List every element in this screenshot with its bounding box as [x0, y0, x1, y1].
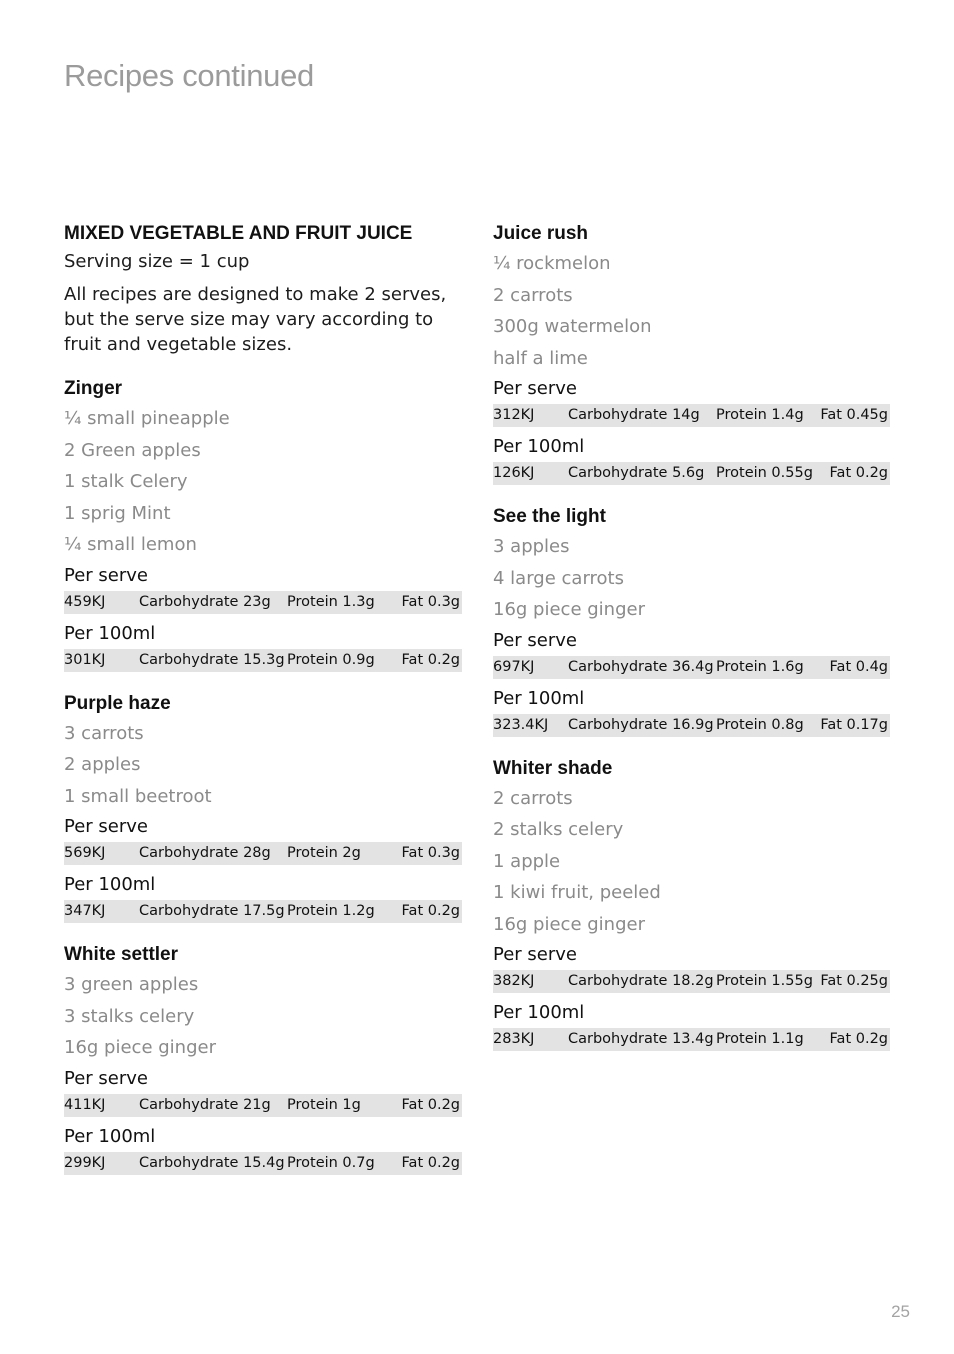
ingredient-item: 2 carrots [493, 787, 573, 809]
energy-value: 569KJ [64, 845, 106, 861]
energy-value: 323.4KJ [493, 716, 549, 733]
per-100ml-label: Per 100ml [64, 1125, 156, 1147]
per-serve-nutrition-row [64, 1094, 462, 1117]
fat-value: Fat 0.2g [401, 1154, 460, 1171]
protein-value: Protein 0.7g [287, 1154, 375, 1171]
per-100ml-nutrition-row [493, 1028, 890, 1051]
recipe-card [64, 375, 462, 672]
protein-value: Protein 2g [287, 845, 361, 861]
fat-value: Fat 0.17g [820, 716, 888, 733]
per-100ml-nutrition-row [64, 1152, 462, 1175]
protein-value: Protein 1g [287, 1096, 361, 1113]
per-serve-label: Per serve [493, 629, 577, 651]
ingredient-item: 2 apples [64, 754, 141, 775]
ingredient-item: 3 carrots [64, 722, 144, 744]
energy-value: 312KJ [493, 407, 535, 423]
per-100ml-label: Per 100ml [64, 874, 156, 895]
recipe-name: Zinger [64, 378, 123, 399]
carbohydrate-value: Carbohydrate 18.2g [568, 973, 714, 989]
fat-value: Fat 0.4g [829, 658, 888, 675]
carbohydrate-value: Carbohydrate 21g [139, 1096, 271, 1113]
carbohydrate-value: Carbohydrate 13.4g [568, 1031, 714, 1047]
per-serve-label: Per serve [64, 1067, 148, 1089]
fat-value: Fat 0.45g [820, 407, 888, 423]
protein-value: Protein 1.3g [287, 593, 375, 610]
fat-value: Fat 0.25g [820, 973, 888, 989]
ingredient-item: 2 carrots [493, 284, 573, 306]
protein-value: Protein 0.55g [716, 465, 813, 481]
fat-value: Fat 0.2g [401, 903, 460, 919]
energy-value: 411KJ [64, 1096, 106, 1113]
carbohydrate-value: Carbohydrate 15.3g [139, 651, 285, 668]
ingredient-item: 4 large carrots [493, 567, 624, 589]
per-serve-label: Per serve [64, 564, 148, 586]
per-100ml-nutrition-row [493, 714, 890, 737]
energy-value: 382KJ [493, 973, 535, 989]
per-serve-label: Per serve [493, 944, 577, 965]
carbohydrate-value: Carbohydrate 17.5g [139, 903, 285, 919]
ingredient-item: ¼ small pineapple [64, 408, 230, 429]
recipe-name: White settler [64, 944, 179, 965]
serving-size: Serving size = 1 cup [64, 251, 250, 272]
left-recipes [64, 375, 462, 1175]
carbohydrate-value: Carbohydrate 14g [568, 407, 700, 423]
section-heading: MIXED VEGETABLE AND FRUIT JUICE [64, 223, 413, 244]
per-serve-label: Per serve [64, 816, 148, 837]
ingredient-item: 1 apple [493, 850, 561, 872]
carbohydrate-value: Carbohydrate 5.6g [568, 465, 705, 481]
per-serve-nutrition-row [493, 970, 890, 993]
ingredient-item: 1 sprig Mint [64, 502, 171, 524]
recipe-card [64, 941, 462, 1175]
per-100ml-label: Per 100ml [493, 1002, 585, 1023]
protein-value: Protein 0.9g [287, 651, 375, 668]
carbohydrate-value: Carbohydrate 16.9g [568, 716, 714, 733]
recipe-name: See the light [493, 506, 606, 527]
ingredient-list [493, 248, 890, 374]
protein-value: Protein 1.4g [716, 407, 804, 423]
per-serve-nutrition-row [493, 404, 890, 427]
ingredient-item: ¼ rockmelon [493, 253, 611, 274]
fat-value: Fat 0.2g [401, 1096, 460, 1113]
energy-value: 347KJ [64, 903, 106, 919]
right-recipes [493, 220, 890, 1051]
protein-value: Protein 1.1g [716, 1031, 804, 1047]
fat-value: Fat 0.3g [401, 593, 460, 610]
per-serve-label: Per serve [493, 378, 577, 399]
per-100ml-nutrition-row [493, 462, 890, 485]
recipe-card [493, 755, 890, 1052]
fat-value: Fat 0.3g [401, 845, 460, 861]
ingredient-item: 16g piece ginger [64, 1037, 216, 1058]
energy-value: 283KJ [493, 1031, 535, 1047]
fat-value: Fat 0.2g [829, 465, 888, 481]
page-title: Recipes continued [64, 58, 314, 93]
left-column [64, 220, 462, 1180]
recipe-name: Purple haze [64, 692, 171, 714]
energy-value: 299KJ [64, 1154, 106, 1171]
carbohydrate-value: Carbohydrate 15.4g [139, 1154, 285, 1171]
ingredient-list [493, 531, 890, 626]
ingredient-list [64, 718, 462, 813]
carbohydrate-value: Carbohydrate 28g [139, 845, 271, 861]
protein-value: Protein 1.55g [716, 973, 813, 989]
per-100ml-label: Per 100ml [64, 622, 156, 644]
energy-value: 126KJ [493, 465, 535, 481]
recipe-name: Whiter shade [493, 757, 613, 779]
per-100ml-nutrition-row [64, 900, 462, 923]
carbohydrate-value: Carbohydrate 23g [139, 593, 271, 610]
ingredient-item: 3 green apples [64, 974, 199, 995]
ingredient-list [64, 969, 462, 1064]
ingredient-item: 16g piece ginger [493, 913, 645, 935]
ingredient-list [64, 403, 462, 561]
ingredient-item: 3 stalks celery [64, 1005, 195, 1027]
intro-section [64, 220, 462, 357]
per-100ml-nutrition-row [64, 649, 462, 672]
recipe-card [493, 503, 890, 737]
energy-value: 301KJ [64, 651, 106, 668]
protein-value: Protein 1.6g [716, 658, 804, 675]
per-serve-nutrition-row [493, 656, 890, 679]
ingredient-item: 300g watermelon [493, 316, 652, 337]
energy-value: 697KJ [493, 658, 535, 675]
per-serve-nutrition-row [64, 591, 462, 614]
energy-value: 459KJ [64, 593, 106, 610]
per-100ml-label: Per 100ml [493, 436, 585, 457]
ingredient-list [493, 783, 890, 941]
ingredient-item: 2 Green apples [64, 439, 201, 461]
right-column [493, 220, 890, 1056]
ingredient-item: 1 small beetroot [64, 785, 212, 807]
recipe-card [493, 220, 890, 485]
carbohydrate-value: Carbohydrate 36.4g [568, 658, 714, 675]
fat-value: Fat 0.2g [829, 1031, 888, 1047]
protein-value: Protein 1.2g [287, 903, 375, 919]
protein-value: Protein 0.8g [716, 716, 804, 733]
ingredient-item: half a lime [493, 347, 588, 369]
recipe-name: Juice rush [493, 223, 589, 244]
ingredient-item: 16g piece ginger [493, 599, 645, 620]
ingredient-item: 3 apples [493, 536, 570, 557]
ingredient-item: 1 kiwi fruit, peeled [493, 882, 661, 903]
per-serve-nutrition-row [64, 842, 462, 865]
page-number: 25 [891, 1302, 910, 1321]
ingredient-item: 1 stalk Celery [64, 471, 188, 492]
ingredient-item: ¼ small lemon [64, 534, 197, 555]
recipe-card [64, 690, 462, 924]
ingredient-item: 2 stalks celery [493, 819, 624, 840]
intro-note: All recipes are designed to make 2 serves, but the serve size may vary according to fruit and vegetable sizes. [64, 284, 447, 355]
per-100ml-label: Per 100ml [493, 687, 585, 709]
fat-value: Fat 0.2g [401, 651, 460, 668]
